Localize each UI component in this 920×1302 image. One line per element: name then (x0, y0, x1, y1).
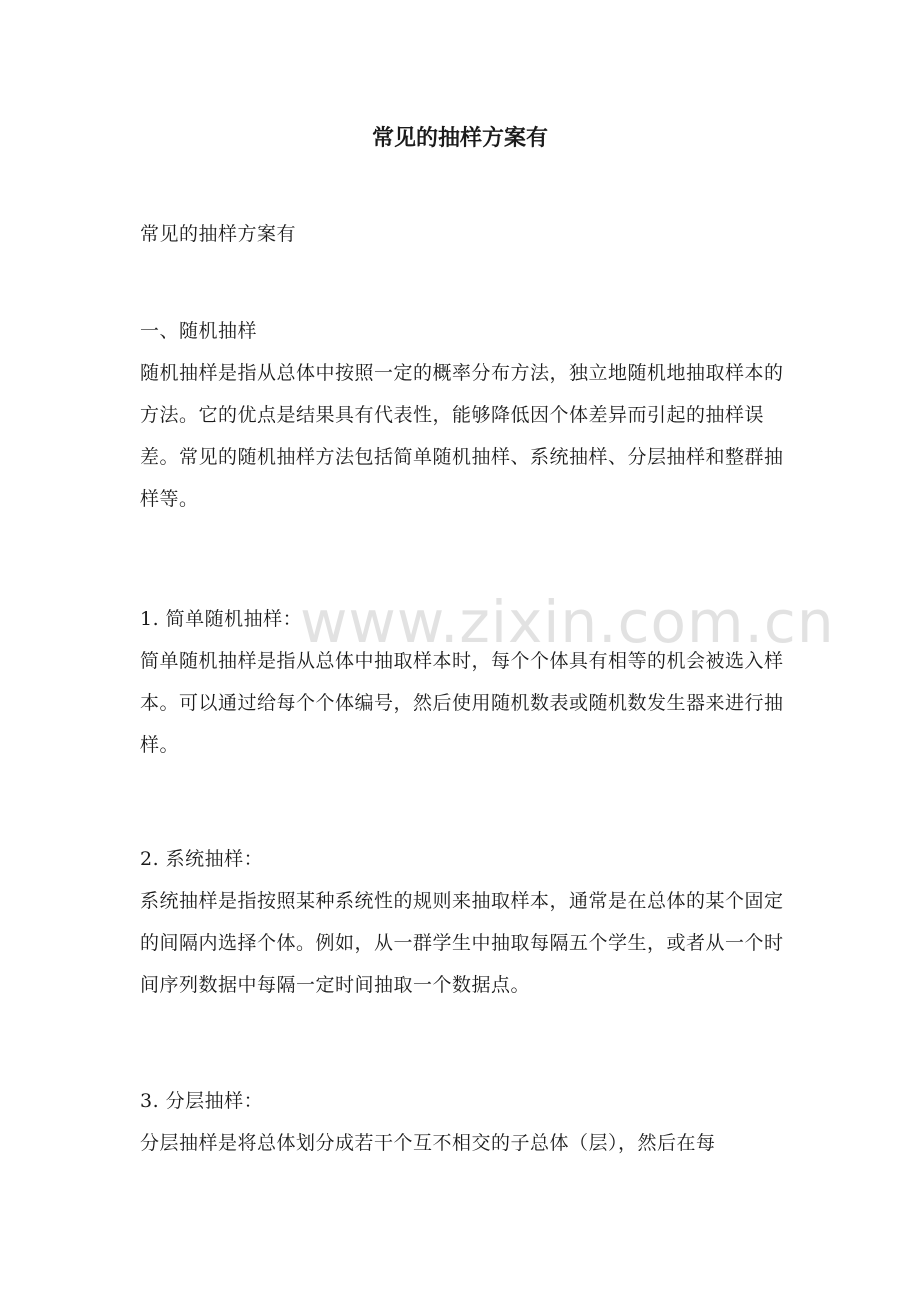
watermark: www.zixin.com.cn (300, 588, 835, 656)
document-subtitle: 常见的抽样方案有 (140, 223, 297, 245)
item-paragraph: 系统抽样是指按照某种系统性的规则来抽取样本，通常是在总体的某个固定的间隔内选择个体。例如，从一群学生中抽取每隔五个学生，或者从一个时间序列数据中每隔一定时间抽取一个数据点。 (140, 890, 784, 996)
item-heading: 1. 简单随机抽样： (140, 608, 303, 630)
section-heading: 一、随机抽样 (140, 320, 258, 342)
item-paragraph: 分层抽样是将总体划分成若干个互不相交的子总体（层），然后在每 (140, 1132, 716, 1154)
section-paragraph: 随机抽样是指从总体中按照一定的概率分布方法，独立地随机地抽取样本的方法。它的优点是结果具有代表性，能够降低因个体差异而引起的抽样误差。常见的随机抽样方法包括简单随机抽样、系统抽样、分层抽样和整群抽样等。 (140, 362, 784, 510)
document-title: 常见的抽样方案有 (371, 125, 548, 151)
item-heading: 2. 系统抽样： (140, 848, 264, 870)
item-heading: 3. 分层抽样： (140, 1090, 264, 1112)
item-paragraph: 简单随机抽样是指从总体中抽取样本时，每个个体具有相等的机会被选入样本。可以通过给每个个体编号，然后使用随机数表或随机数发生器来进行抽样。 (140, 650, 784, 756)
